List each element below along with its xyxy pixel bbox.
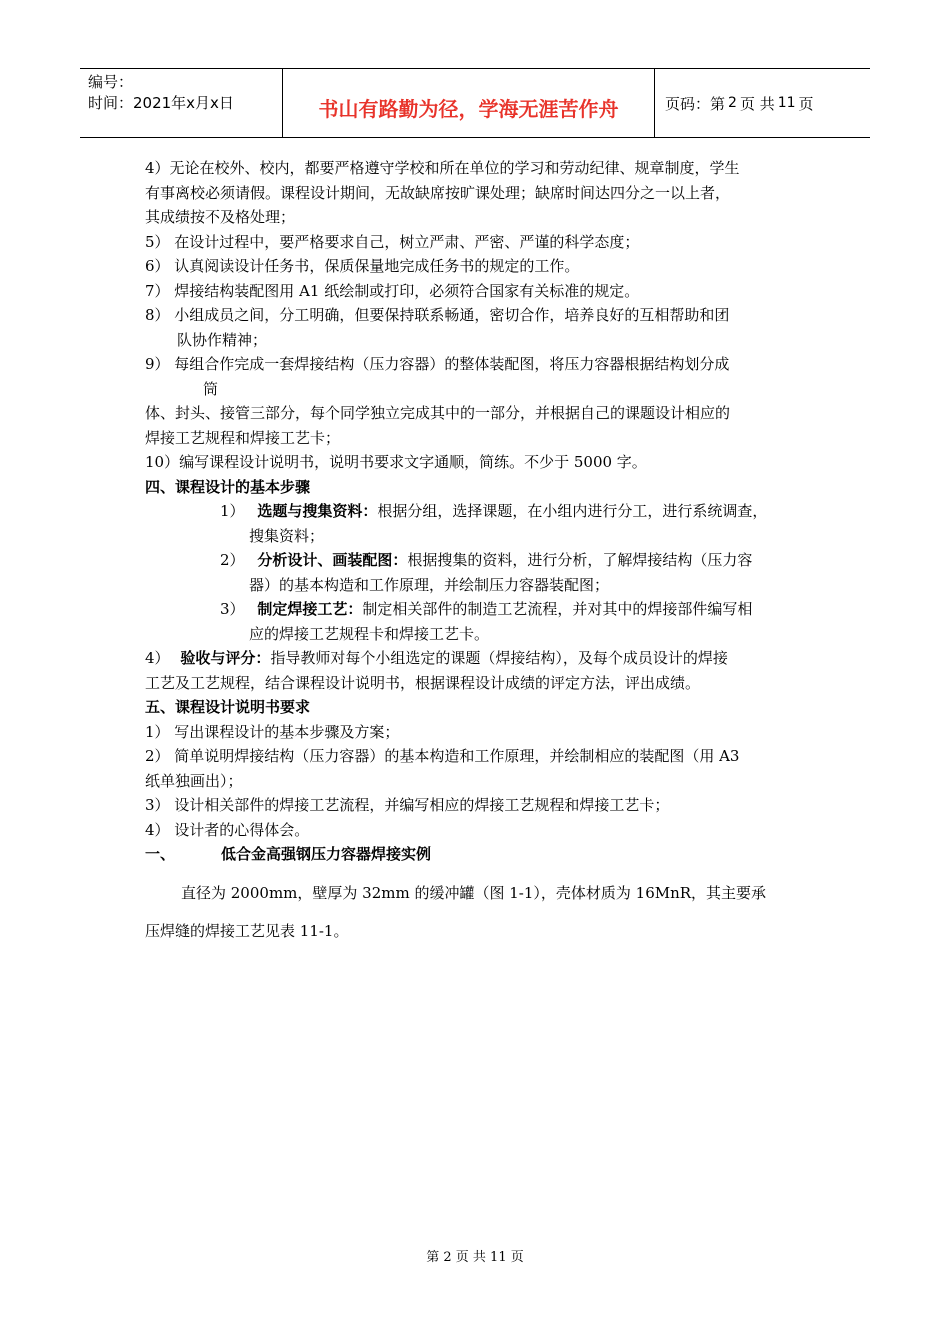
list-item: 3） 设计相关部件的焊接工艺流程，并编写相应的焊接工艺规程和焊接工艺卡； — [145, 796, 670, 814]
paragraph-line: 体、封头、接管三部分，每个同学独立完成其中的一部分，并根据自己的课题设计相应的 — [145, 404, 731, 422]
section-heading: 五、课程设计说明书要求 — [145, 698, 311, 716]
list-item: 1） 写出课程设计的基本步骤及方案； — [145, 722, 400, 741]
list-item: 7） 焊接结构装配图用 A1 纸绘制或打印，必须符合国家有关标准的规定。 — [145, 281, 640, 300]
list-item: 6） 认真阅读设计任务书，保质保量地完成任务书的规定的工作。 — [145, 257, 580, 275]
list-item-continuation: 队协作精神； — [177, 330, 268, 349]
step-item: 4） 验收与评分：指导教师对每个小组选定的课题（焊接结构），及每个成员设计的焊接 — [145, 649, 728, 667]
list-item: 9） 每组合作完成一套焊接结构（压力容器）的整体装配图，将压力容器根据结构划分成 — [145, 355, 730, 373]
paragraph-line: 4）无论在校外、校内，都要严格遵守学校和所在单位的学习和劳动纪律、规章制度，学生 — [145, 159, 740, 177]
document-number-label: 编号： — [88, 73, 134, 91]
header-meta — [80, 69, 282, 137]
list-item-continuation: 筒 — [203, 379, 219, 398]
page-footer: 第 2 页 共 11 页 — [426, 1250, 524, 1265]
list-item: 2） 简单说明焊接结构（压力容器）的基本构造和工作原理，并绘制相应的装配图（用 A3 — [145, 747, 740, 765]
list-item: 5） 在设计过程中，要严格要求自己，树立严肃、严密、严谨的科学态度； — [145, 232, 640, 251]
section-heading: 四、课程设计的基本步骤 — [145, 477, 311, 496]
list-item: 10）编写课程设计说明书，说明书要求文字通顺，简练。不少于 5000 字。 — [145, 453, 647, 471]
paragraph-line: 其成绩按不及格处理； — [145, 208, 296, 226]
paragraph-line: 焊接工艺规程和焊接工艺卡； — [145, 428, 341, 447]
list-item-continuation: 纸单独画出）； — [145, 771, 243, 790]
document-body — [145, 156, 815, 944]
page-header — [80, 68, 870, 138]
paragraph-line: 压焊缝的焊接工艺见表 11-1。 — [145, 922, 349, 940]
step-item: 2） 分析设计、画装配图：根据搜集的资料，进行分析，了解焊接结构（压力容 — [220, 551, 753, 569]
header-page-number: 页码：第 2 页 共 11 页 — [665, 94, 814, 113]
step-item: 3） 制定焊接工艺：制定相关部件的制造工艺流程，并对其中的焊接部件编写相 — [220, 600, 753, 618]
paragraph-line: 直径为 2000mm，壁厚为 32mm 的缓冲罐（图 1-1），壳体材质为 16MnR，其主要承 — [181, 883, 767, 902]
step-item-continuation: 搜集资料； — [249, 526, 325, 545]
step-item-continuation: 器）的基本构造和工作原理，并绘制压力容器装配图； — [249, 575, 610, 594]
document-date: 时间：2021年x月x日 — [88, 94, 234, 112]
list-item: 4） 设计者的心得体会。 — [145, 820, 310, 839]
list-item: 8） 小组成员之间，分工明确，但要保持联系畅通，密切合作，培养良好的互相帮助和团 — [145, 306, 730, 324]
step-item-continuation: 工艺及工艺规程，结合课程设计说明书，根据课程设计成绩的评定方法，评出成绩。 — [145, 673, 701, 692]
header-motto: 书山有路勤为径，学海无涯苦作舟 — [282, 69, 655, 137]
step-item: 1） 选题与搜集资料：根据分组，选择课题，在小组内进行分工，进行系统调查， — [220, 502, 768, 520]
paragraph-line: 有事离校必须请假。课程设计期间，无故缺席按旷课处理；缺席时间达四分之一以上者， — [145, 183, 731, 202]
section-heading: 一、 低合金高强钢压力容器焊接实例 — [145, 845, 432, 863]
step-item-continuation: 应的焊接工艺规程卡和焊接工艺卡。 — [249, 624, 490, 643]
